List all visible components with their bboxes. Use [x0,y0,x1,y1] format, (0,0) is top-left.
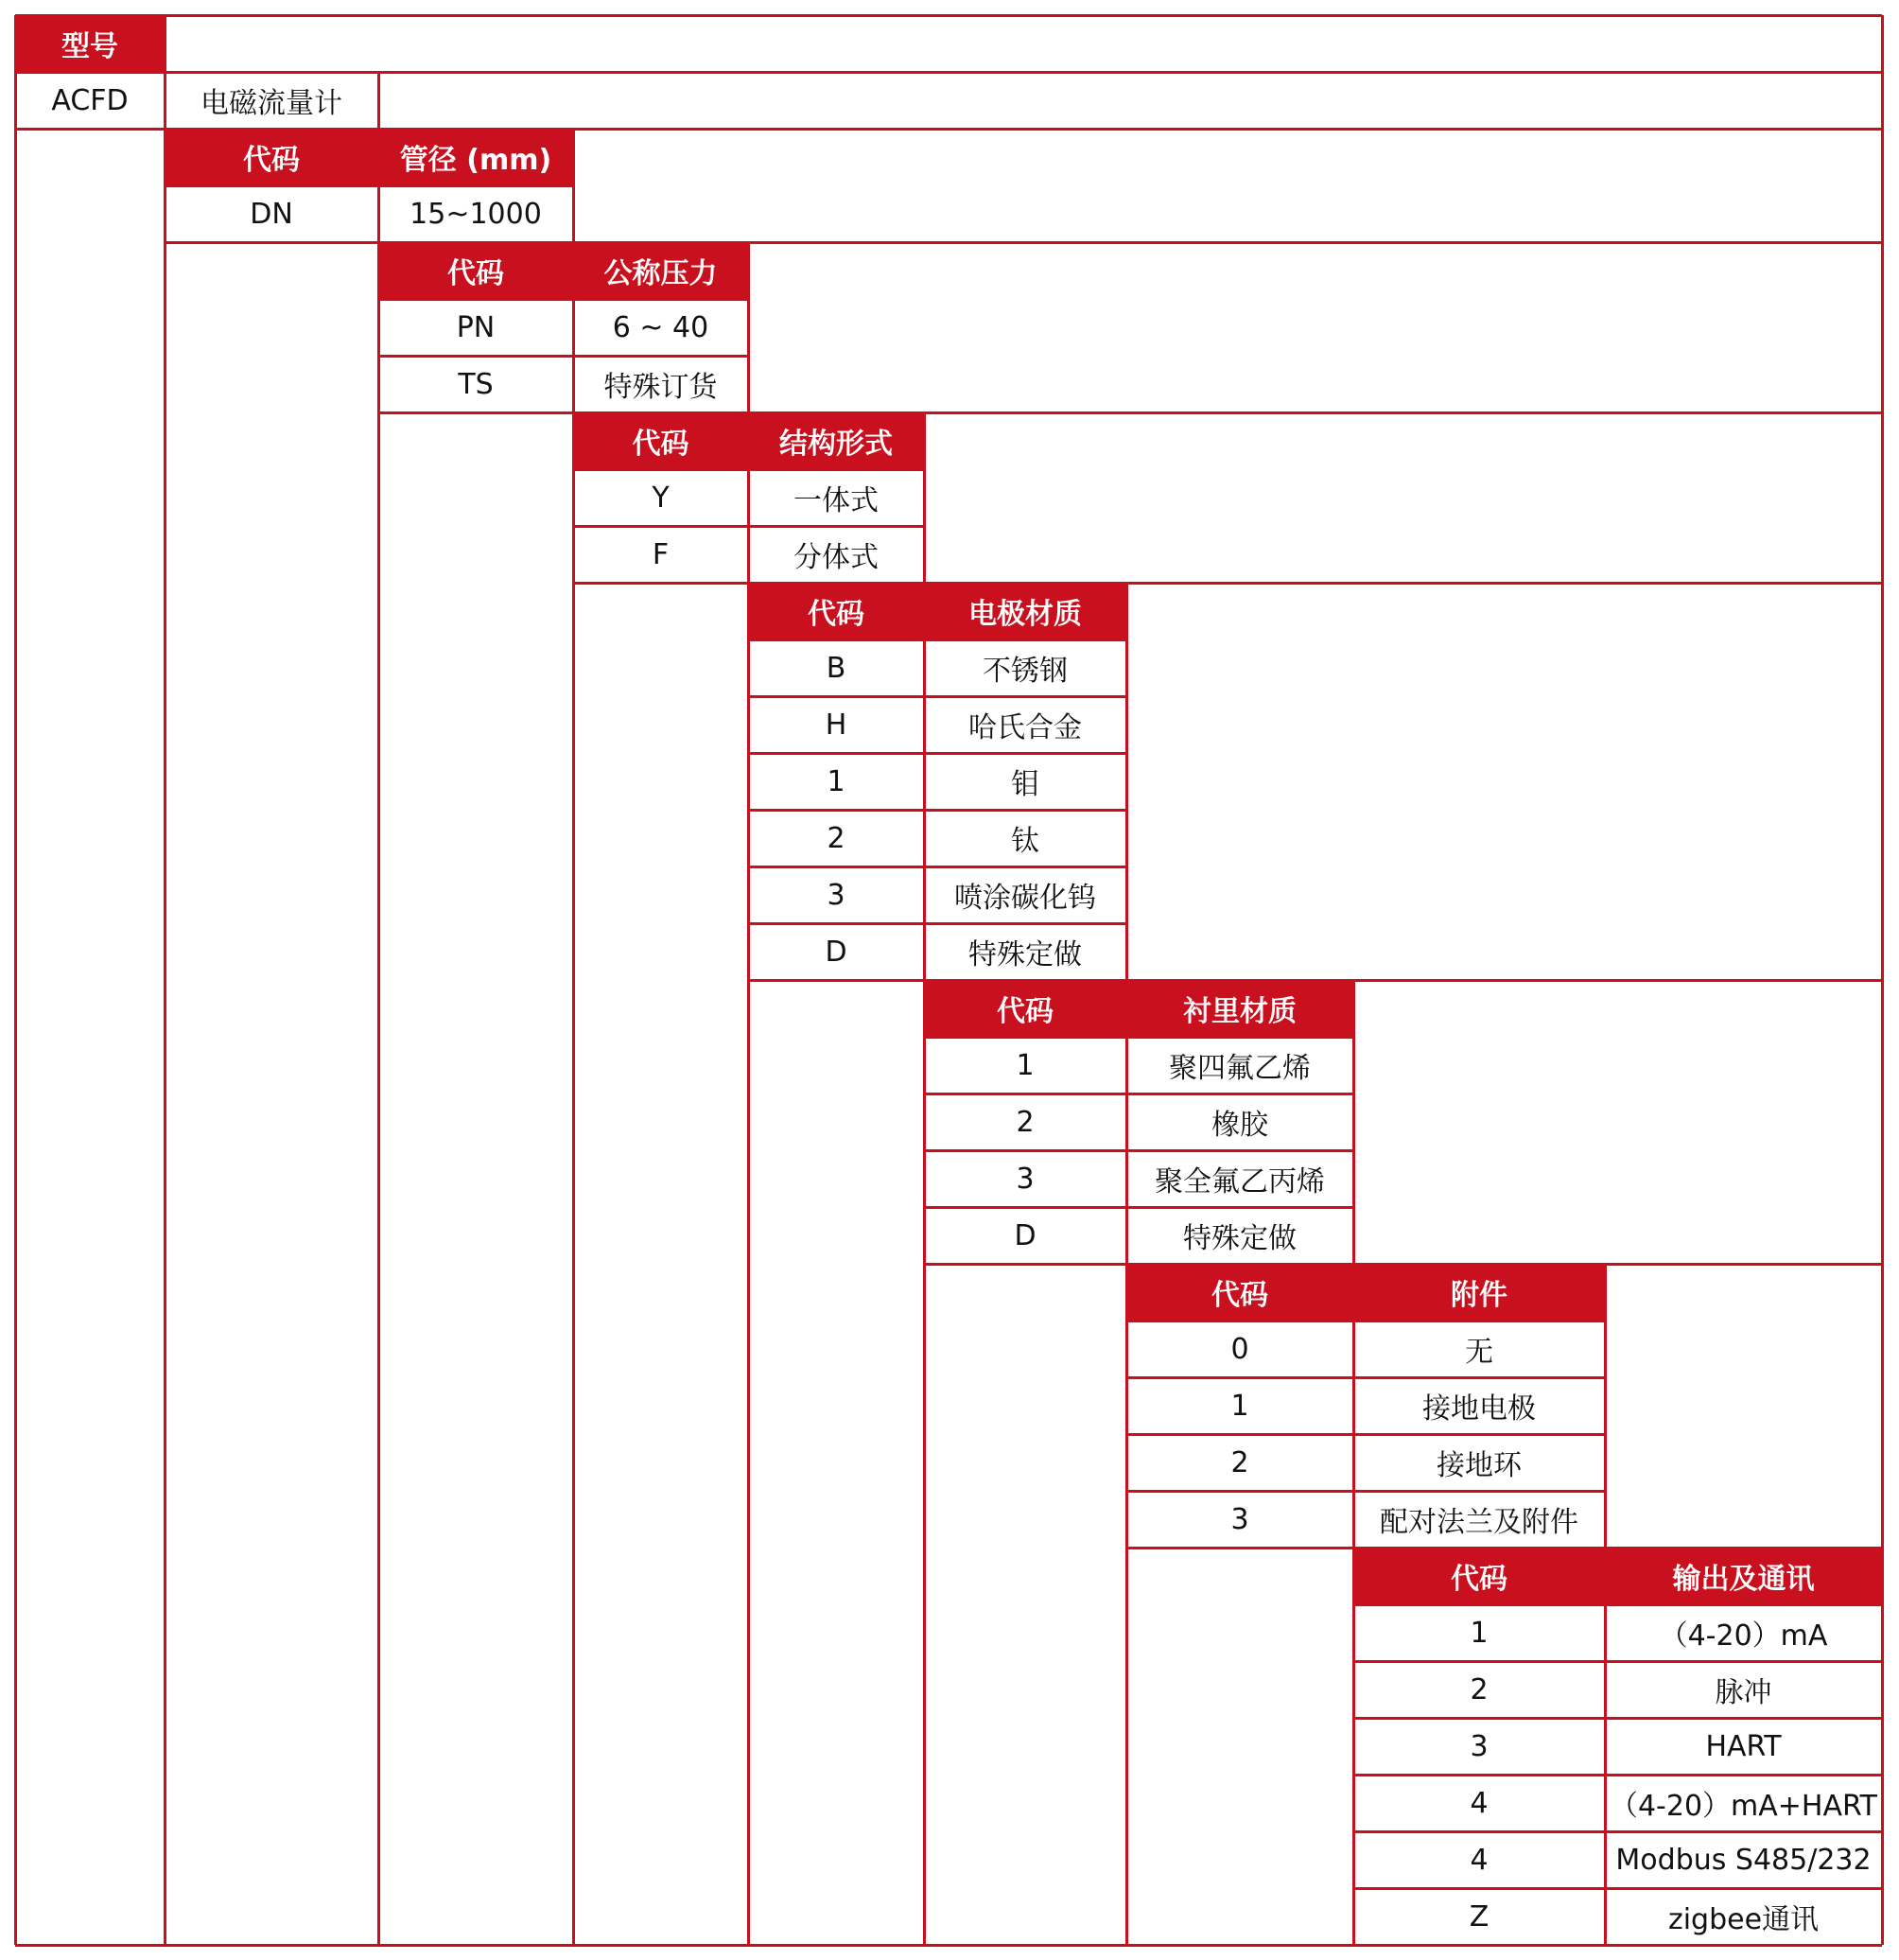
group-2-row-value: 一体式 [793,484,879,517]
row-line [924,1093,1353,1095]
row-line [1126,1490,1605,1493]
group-6-name-header: 输出及通讯 [1605,1548,1882,1604]
group-1-name-header: 公称压力 [573,242,748,299]
group-5-row-value: 接地环 [1437,1449,1522,1482]
row-line [1353,1660,1882,1663]
group-4-row-value: 聚四氟乙烯 [1169,1052,1311,1085]
group-4-row-code: 2 [1016,1105,1035,1139]
group-5-code-header: 代码 [1126,1264,1353,1321]
group-4-row-code: D [1014,1218,1037,1252]
group-5-row-code: 2 [1230,1445,1249,1479]
row-line [165,184,573,187]
row-line [1353,1830,1882,1833]
row-line [1126,1320,1605,1322]
group-3-row-code: H [825,708,847,742]
row-line [924,1206,1353,1209]
group-6-code-header: 代码 [1353,1548,1605,1604]
group-5-row-value: 接地电极 [1422,1392,1536,1426]
group-divider [1126,1547,1882,1549]
group-5-name-header: 附件 [1353,1264,1605,1321]
frame-bottom [15,1944,1882,1947]
row-line [1353,1774,1882,1776]
col-line [572,242,575,1945]
group-divider [748,979,1882,982]
group-divider [573,582,1882,585]
group-3-row-code: 2 [827,821,845,855]
group-4-row-value: 聚全氟乙丙烯 [1155,1165,1325,1199]
row-line [748,695,1126,698]
group-3-row-value: 钼 [1011,768,1039,801]
group-divider [378,411,1882,414]
group-3-row-code: 1 [827,764,845,798]
group-2-code-header: 代码 [573,412,748,469]
row-line [378,298,748,301]
row-line [378,355,748,358]
group-6-row-value: Modbus S485/232 [1615,1843,1872,1877]
col-line [164,15,166,1945]
group-5-row-code: 1 [1230,1389,1249,1423]
group-4-row-value: 特殊定做 [1183,1222,1297,1255]
group-2-row-value: 分体式 [793,541,879,574]
row-line [15,128,1882,131]
col-line [377,129,380,1945]
group-2-row-code: Y [652,481,670,515]
group-3-row-code: D [825,935,847,969]
group-3-row-value: 钛 [1011,825,1039,858]
group-3-row-value: 特殊定做 [968,938,1082,971]
group-6-row-value: HART [1705,1729,1782,1763]
group-6-row-code: Z [1469,1899,1490,1934]
group-6-row-value: zigbee通讯 [1667,1903,1820,1936]
row-line [1126,1433,1605,1436]
group-3-row-value: 喷涂碳化钨 [954,882,1096,915]
group-1-row-code: PN [456,310,496,344]
row-line [1353,1887,1882,1890]
row-line [748,639,1126,641]
group-4-row-value: 橡胶 [1211,1109,1268,1142]
model-header: 型号 [15,15,165,72]
col-line [747,412,750,1945]
group-divider [924,1263,1882,1266]
group-4-row-code: 3 [1016,1162,1035,1196]
row-line [15,71,1882,74]
col-line [1125,980,1128,1945]
group-6-row-value: （4-20）mA+HART [1609,1790,1878,1823]
row-line [748,809,1126,812]
row-line [924,1149,1353,1152]
group-0-name-header: 管径 (mm) [378,129,573,185]
group-6-row-code: 1 [1470,1616,1489,1650]
group-0-row-value: 15~1000 [409,197,542,231]
row-line [1353,1603,1882,1606]
group-1-row-value: 6 ~ 40 [612,310,709,344]
group-6-row-code: 4 [1470,1843,1489,1877]
col-line [1604,1548,1607,1945]
group-3-row-code: B [826,651,846,685]
model-code: ACFD [51,83,129,117]
group-1-row-value: 特殊订货 [603,371,718,404]
group-6-row-value: 脉冲 [1715,1676,1772,1709]
group-5-row-value: 无 [1465,1336,1493,1369]
group-1-code-header: 代码 [378,242,573,299]
group-4-code-header: 代码 [924,980,1126,1037]
group-3-row-value: 不锈钢 [983,655,1068,688]
group-2-row-code: F [652,537,670,571]
group-0-code-header: 代码 [165,129,378,185]
group-3-row-code: 3 [827,878,845,912]
group-divider [165,241,1882,244]
row-line [1353,1717,1882,1720]
group-6-row-code: 3 [1470,1729,1489,1763]
group-0-row-code: DN [250,197,293,231]
group-5-row-code: 0 [1230,1332,1249,1366]
row-line [1126,1376,1605,1379]
row-line [924,1036,1353,1039]
group-3-name-header: 电极材质 [924,583,1126,639]
group-6-row-code: 4 [1470,1786,1489,1820]
group-2-name-header: 结构形式 [748,412,924,469]
group-5-row-value: 配对法兰及附件 [1380,1506,1578,1539]
row-line [748,866,1126,868]
group-4-name-header: 衬里材质 [1126,980,1353,1037]
frame-left [14,15,17,1945]
group-3-row-value: 哈氏合金 [968,711,1082,744]
group-6-row-code: 2 [1470,1672,1489,1706]
row-line [748,922,1126,925]
model-name: 电磁流量计 [200,87,342,120]
frame-top [15,14,1882,17]
group-6-row-value: （4-20）mA [1659,1619,1828,1653]
group-5-row-code: 3 [1230,1502,1249,1536]
group-1-row-code: TS [458,367,494,401]
group-4-row-code: 1 [1016,1048,1035,1082]
group-3-code-header: 代码 [748,583,924,639]
row-line [748,752,1126,755]
